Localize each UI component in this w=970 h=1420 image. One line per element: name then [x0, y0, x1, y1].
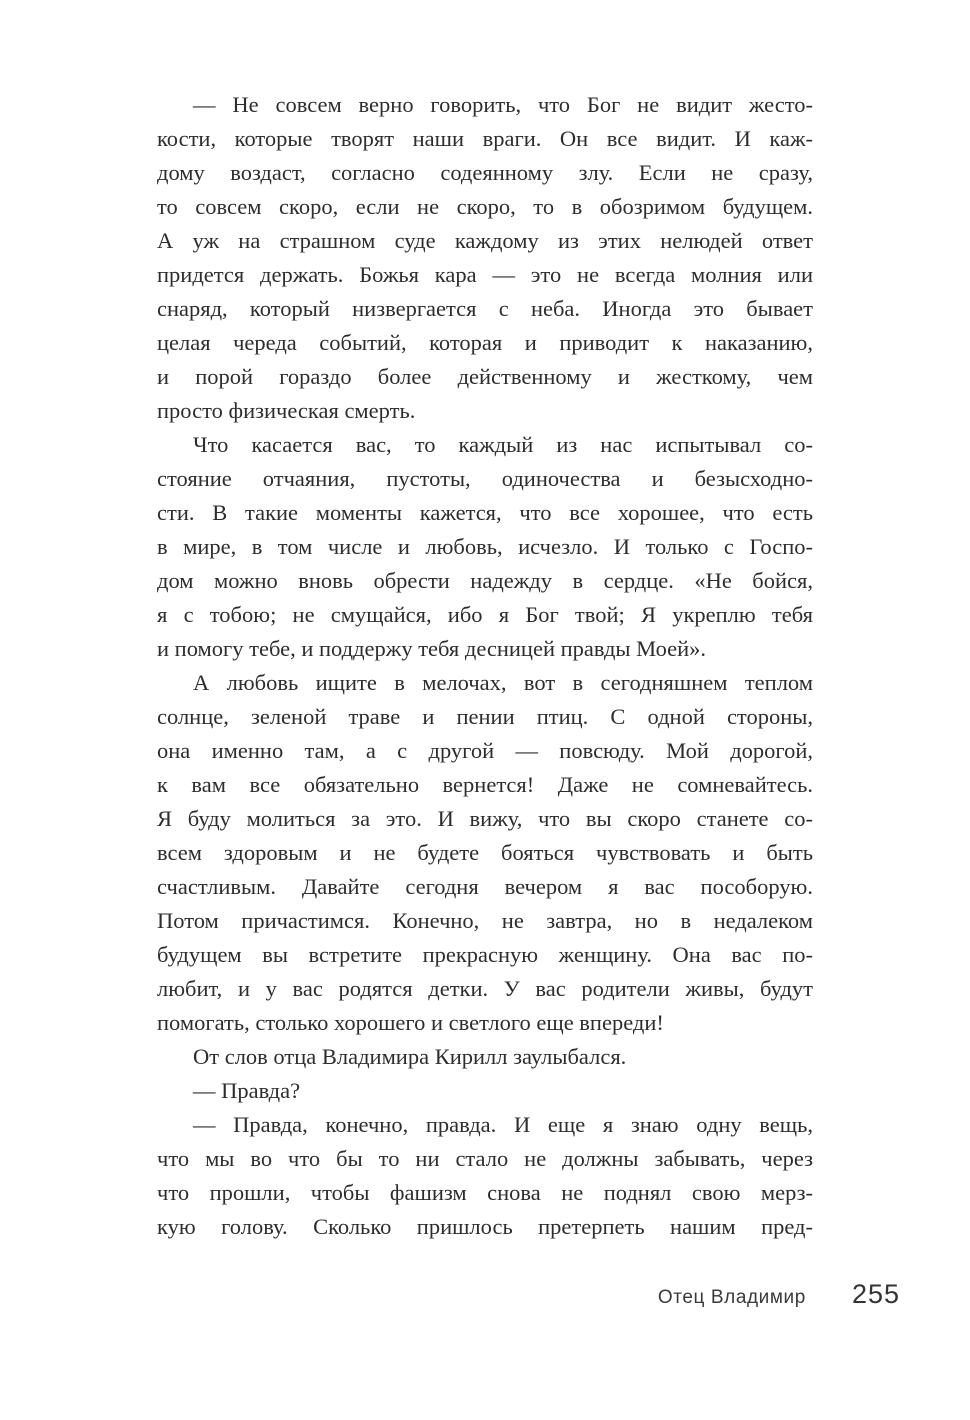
text-line: А любовь ищите в мелочах, вот в сегодняшнем теплом	[193, 670, 813, 695]
text-line: снаряд, который низвергается с неба. Иногда это бывает	[157, 296, 813, 321]
text-line: дому воздаст, согласно содеянному злу. Если не сразу,	[157, 160, 813, 185]
text-line: солнце, зеленой траве и пении птиц. С одной стороны,	[157, 704, 813, 729]
text-line: то совсем скоро, если не скоро, то в обозримом будущем.	[157, 194, 813, 219]
text-line: сти. В такие моменты кажется, что все хорошее, что есть	[157, 500, 813, 525]
paragraph	[157, 666, 813, 1040]
text-line: она именно там, а с другой — повсюду. Мой дорогой,	[157, 738, 813, 763]
text-line: просто физическая смерть.	[157, 398, 416, 423]
text-line: дом можно вновь обрести надежду в сердце. «Не бойся,	[157, 568, 813, 593]
text-line: целая череда событий, которая и приводит к наказанию,	[157, 330, 813, 355]
text-line: — Правда, конечно, правда. И еще я знаю одну вещь,	[193, 1112, 813, 1137]
text-line: кости, которые творят наши враги. Он все видит. И каж-	[157, 126, 813, 151]
text-line: и порой гораздо более действенному и жесткому, чем	[157, 364, 813, 389]
text-line: помогать, столько хорошего и светлого еще впереди!	[157, 1010, 664, 1035]
text-line: Потом причастимся. Конечно, не завтра, но в недалеком	[157, 908, 813, 933]
page-footer	[658, 1279, 900, 1310]
text-line: — Не совсем верно говорить, что Бог не видит жесто-	[193, 92, 813, 117]
text-line: А уж на страшном суде каждому из этих нелюдей ответ	[157, 228, 813, 253]
text-line: я с тобою; не смущайся, ибо я Бог твой; Я укреплю тебя	[157, 602, 813, 627]
text-line: и помогу тебе, и поддержу тебя десницей правды Моей».	[157, 636, 707, 661]
text-line: будущем вы встретите прекрасную женщину. Она вас по-	[157, 942, 813, 967]
text-line: счастливым. Давайте сегодня вечером я вас пособорую.	[157, 874, 813, 899]
text-line: Что касается вас, то каждый из нас испытывал со-	[193, 432, 813, 457]
text-line: придется держать. Божья кара — это не всегда молния или	[157, 262, 813, 287]
page-number: 255	[851, 1279, 900, 1309]
text-line: всем здоровым и не будете бояться чувствовать и быть	[157, 840, 813, 865]
running-title: Отец Владимир	[657, 1287, 806, 1308]
text-line: — Правда?	[193, 1078, 301, 1103]
text-line: что мы во что бы то ни стало не должны забывать, через	[157, 1146, 813, 1171]
paragraph	[157, 1108, 813, 1244]
text-line: в мире, в том числе и любовь, исчезло. И только с Госпо-	[157, 534, 813, 559]
text-block	[157, 88, 813, 1244]
text-line: к вам все обязательно вернется! Даже не сомневайтесь.	[157, 772, 813, 797]
text-line: что прошли, чтобы фашизм снова не поднял свою мерз-	[157, 1180, 813, 1205]
paragraph	[157, 1074, 813, 1108]
text-line: От слов отца Владимира Кирилл заулыбался.	[193, 1044, 627, 1069]
text-line: Я буду молиться за это. И вижу, что вы скоро станете со-	[157, 806, 813, 831]
text-line: стояние отчаяния, пустоты, одиночества и безысходно-	[157, 466, 813, 491]
text-line: кую голову. Сколько пришлось претерпеть нашим пред-	[157, 1214, 813, 1239]
paragraph	[157, 428, 813, 666]
paragraph	[157, 1040, 813, 1074]
paragraph	[157, 88, 813, 428]
text-line: любит, и у вас родятся детки. У вас родители живы, будут	[157, 976, 813, 1001]
